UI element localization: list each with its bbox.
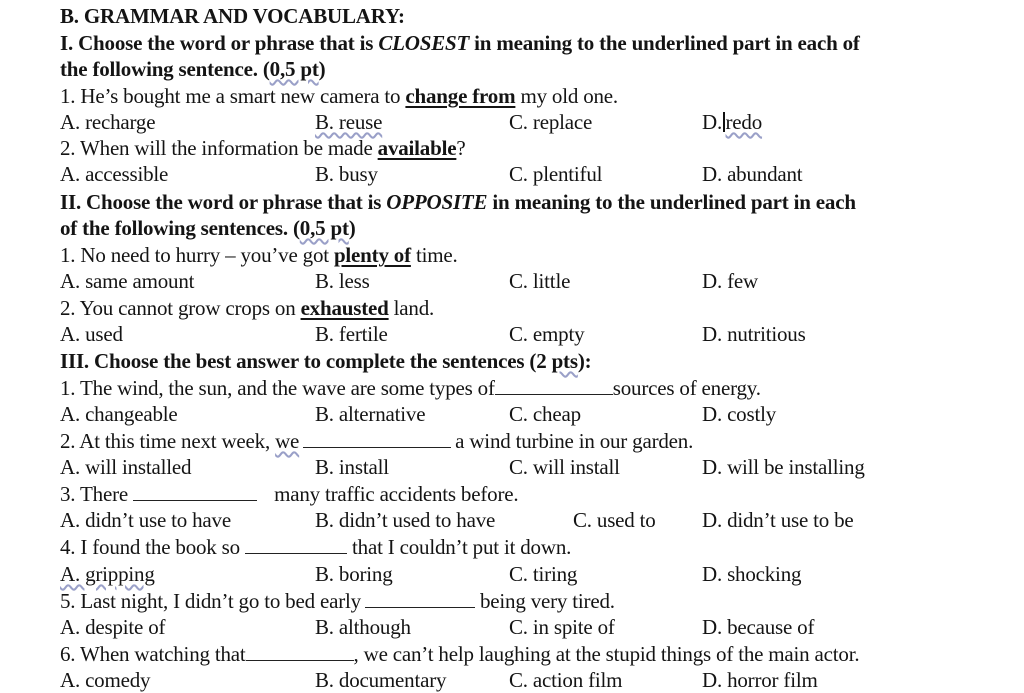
- option-a-text: A. gripping: [60, 562, 155, 586]
- part-1-heading: [60, 30, 860, 56]
- option-a[interactable]: [60, 561, 155, 587]
- option-c[interactable]: C. used to: [573, 508, 656, 532]
- option-b[interactable]: [315, 109, 382, 135]
- question-3-4: [60, 534, 571, 560]
- option-a[interactable]: A. changeable: [60, 402, 178, 426]
- option-d-label: D.: [702, 110, 723, 134]
- question-text: 6. When watching that: [60, 642, 246, 666]
- underlined-phrase: change from: [405, 84, 516, 108]
- question-text: 1. The wind, the sun, and the wave are some types of: [60, 376, 495, 400]
- option-c[interactable]: C. little: [509, 269, 571, 293]
- option-a[interactable]: A. despite of: [60, 615, 166, 639]
- part-1-heading-line-2: [60, 56, 325, 82]
- question-2-1: [60, 242, 458, 268]
- question-text-end: ?: [456, 136, 466, 160]
- part-1-score: 0,5 pt: [269, 57, 319, 81]
- option-d[interactable]: D. will be installing: [702, 455, 865, 479]
- option-c[interactable]: C. replace: [509, 110, 593, 134]
- part-2-score: 0,5 pt: [299, 216, 349, 240]
- option-c[interactable]: C. will install: [509, 455, 620, 479]
- option-d[interactable]: [702, 109, 762, 135]
- question-text: 5. Last night, I didn’t go to bed early: [60, 589, 361, 613]
- section-title: B. GRAMMAR AND VOCABULARY:: [60, 4, 405, 28]
- option-a[interactable]: A. used: [60, 322, 123, 346]
- answer-blank[interactable]: [245, 535, 347, 554]
- option-d[interactable]: D. didn’t use to be: [702, 508, 854, 532]
- question-text-end: my old one.: [515, 84, 618, 108]
- option-d[interactable]: D. shocking: [702, 562, 802, 586]
- option-b[interactable]: B. didn’t used to have: [315, 508, 496, 532]
- option-b[interactable]: B. fertile: [315, 322, 388, 346]
- option-b[interactable]: B. alternative: [315, 402, 426, 426]
- option-a[interactable]: A. didn’t use to have: [60, 508, 231, 532]
- option-c[interactable]: C. action film: [509, 668, 623, 692]
- option-a[interactable]: A. recharge: [60, 110, 156, 134]
- option-a[interactable]: A. same amount: [60, 269, 195, 293]
- part-1-heading-text-2: in meaning to the underlined part in each of: [469, 31, 860, 55]
- answer-blank[interactable]: [495, 376, 613, 395]
- question-3-6: [60, 641, 859, 667]
- question-text: 1. No need to hurry – you’ve got: [60, 243, 334, 267]
- question-1-2: [60, 135, 465, 161]
- answer-blank[interactable]: [246, 642, 354, 661]
- question-text: 2. When will the information be made: [60, 136, 378, 160]
- question-text: 1. He’s bought me a smart new camera to: [60, 84, 406, 108]
- question-text: 2. You cannot grow crops on: [60, 296, 301, 320]
- part-2-heading-line-2: [60, 215, 356, 241]
- option-b[interactable]: B. boring: [315, 562, 393, 586]
- option-d[interactable]: D. nutritious: [702, 322, 806, 346]
- underlined-phrase: available: [377, 136, 457, 160]
- question-text-end: a wind turbine in our garden.: [455, 429, 694, 453]
- part-2-heading-text-2: in meaning to the underlined part in each: [487, 190, 856, 214]
- part-1-keyword: CLOSEST: [378, 31, 470, 55]
- question-3-5: [60, 588, 615, 614]
- option-a[interactable]: A. accessible: [60, 162, 169, 186]
- option-a[interactable]: A. comedy: [60, 668, 151, 692]
- underlined-phrase: plenty of: [333, 243, 411, 267]
- part-3-heading-close: ):: [577, 349, 592, 373]
- text-cursor: [723, 112, 725, 132]
- part-1-heading-text: I. Choose the word or phrase that is: [60, 31, 379, 55]
- question-text-end: , we can’t help laughing at the stupid things of the main actor.: [353, 642, 860, 666]
- question-text: 4. I found the book so: [60, 535, 245, 559]
- option-c[interactable]: C. cheap: [509, 402, 581, 426]
- option-c[interactable]: C. tiring: [509, 562, 578, 586]
- option-d-text: redo: [725, 110, 763, 134]
- option-b[interactable]: B. less: [315, 269, 370, 293]
- part-1-heading-text-3: the following sentence. (: [60, 57, 270, 81]
- option-a[interactable]: A. will installed: [60, 455, 192, 479]
- option-d[interactable]: D. because of: [702, 615, 815, 639]
- answer-blank[interactable]: [133, 482, 257, 501]
- question-1-1: [60, 83, 618, 109]
- option-d[interactable]: D. horror film: [702, 668, 818, 692]
- part-2-heading: [60, 189, 856, 215]
- part-3-heading: [60, 348, 591, 374]
- option-c[interactable]: C. empty: [509, 322, 585, 346]
- part-2-keyword: OPPOSITE: [386, 190, 488, 214]
- part-1-heading-close: ): [318, 57, 326, 81]
- question-text-end: sources of energy.: [612, 376, 761, 400]
- question-3-3: [60, 481, 518, 507]
- option-d[interactable]: D. costly: [702, 402, 777, 426]
- question-text: 2. At this time next week,: [60, 429, 276, 453]
- part-3-heading-text: III. Choose the best answer to complete the sentences (2: [60, 349, 552, 373]
- option-c[interactable]: C. in spite of: [509, 615, 615, 639]
- option-d[interactable]: D. few: [702, 269, 758, 293]
- question-3-2: [60, 428, 693, 454]
- question-2-2: [60, 295, 434, 321]
- option-b[interactable]: B. install: [315, 455, 389, 479]
- part-2-heading-close: ): [348, 216, 356, 240]
- option-b-text: B. reuse: [315, 110, 383, 134]
- option-c[interactable]: C. plentiful: [509, 162, 603, 186]
- part-2-heading-text-3: of the following sentences. (: [60, 216, 300, 240]
- question-text-end: being very tired.: [474, 589, 615, 613]
- question-text-end: land.: [388, 296, 435, 320]
- question-text-end: many traffic accidents before.: [269, 482, 519, 506]
- question-text-we: we: [275, 429, 300, 453]
- question-text-end: that I couldn’t put it down.: [346, 535, 572, 559]
- option-b[interactable]: B. although: [315, 615, 411, 639]
- option-b[interactable]: B. busy: [315, 162, 378, 186]
- underlined-phrase: exhausted: [300, 296, 389, 320]
- answer-blank[interactable]: [303, 429, 451, 448]
- option-d[interactable]: D. abundant: [702, 162, 803, 186]
- part-2-heading-text: II. Choose the word or phrase that is: [60, 190, 387, 214]
- question-3-1: [60, 375, 761, 401]
- option-b[interactable]: B. documentary: [315, 668, 447, 692]
- part-3-score: pts: [551, 349, 578, 373]
- answer-blank[interactable]: [365, 589, 475, 608]
- question-text: 3. There: [60, 482, 134, 506]
- question-text-end: time.: [410, 243, 458, 267]
